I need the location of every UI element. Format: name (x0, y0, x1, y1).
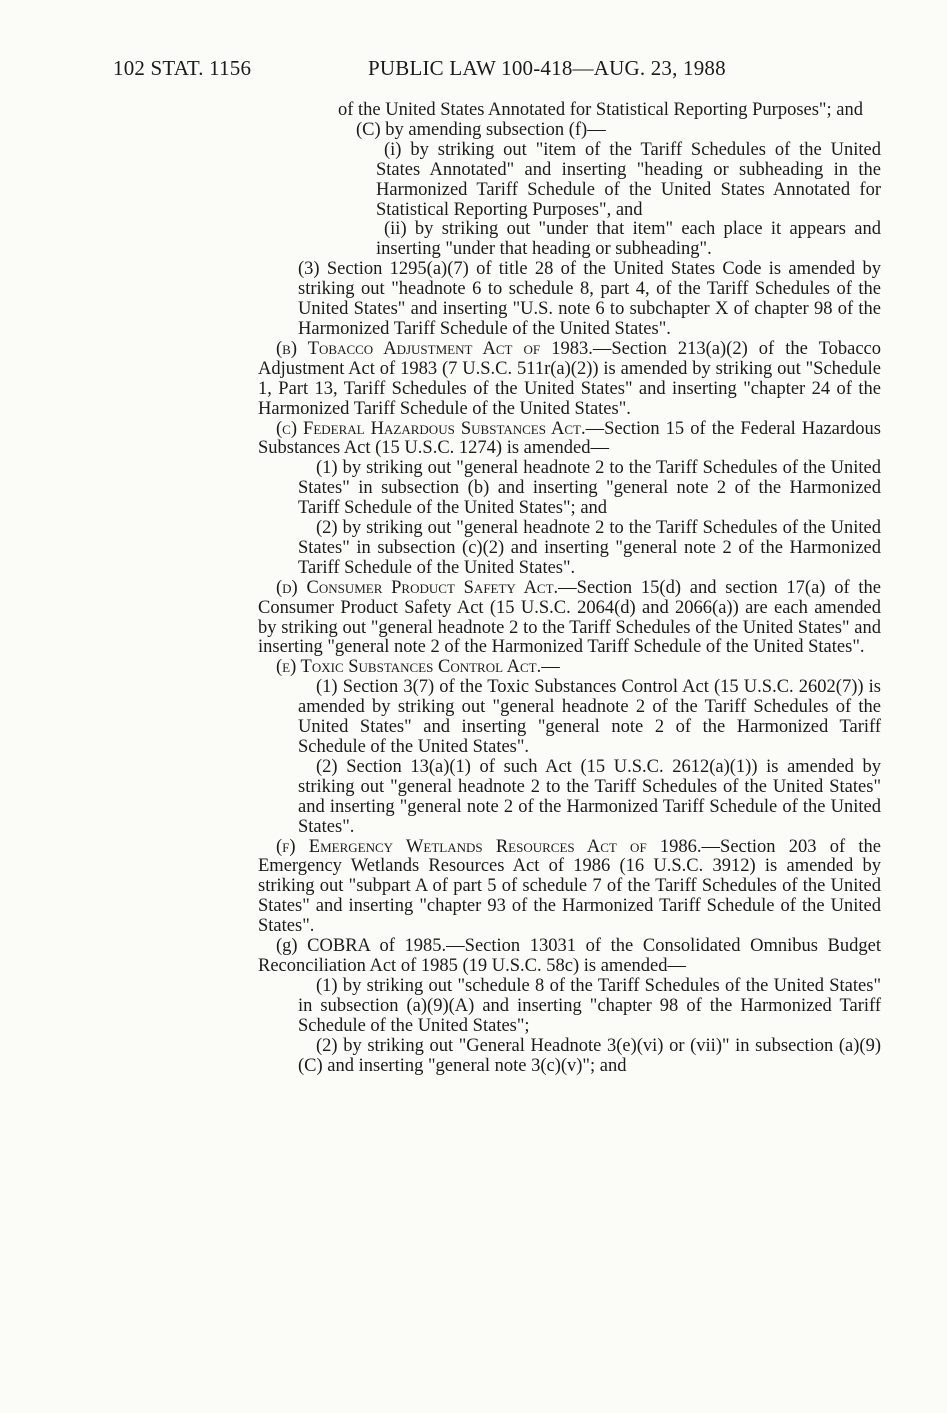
clause-ii: (ii) by striking out "under that item" each place it appears and inserting "under that heading or subheading". (376, 219, 881, 260)
subsection-g-paragraph-1: (1) by striking out "schedule 8 of the Tariff Schedules of the United States" in subsection (a)(9)(A) and inserting "chapter 98 of the Harmonized Tariff Schedule of the United States"; (298, 975, 881, 1036)
subsection-c-paragraph-2: (2) by striking out "general headnote 2 to the Tariff Schedules of the United States" in subsection (c)(2) and inserting "general note 2 of the Harmonized Tariff Schedule of the United States". (298, 518, 881, 578)
subsection-e-paragraph-1: (1) Section 3(7) of the Toxic Substances Control Act (15 U.S.C. 2602(7)) is amended by striking out "general headnote 2 of the Tariff Schedules of the United States" and inserting "general note 2 of the Harmonized Tariff Schedule of the United States". (298, 677, 881, 757)
subsection-d (258, 579, 881, 659)
paragraph-3: (3) Section 1295(a)(7) of title 28 of the United States Code is amended by striking out "headnote 6 to schedule 8, part 4, of the Tariff Schedules of the United States" and inserting "U.S. note 6 to subchapter X of chapter 98 of the Harmonized Tariff Schedule of the United States". (298, 259, 881, 339)
subsection-c (258, 420, 881, 460)
subsection-b-text: —Section 213(a)(2) of the Tobacco Adjustment Act of 1983 (7 U.S.C. 511r(a)(2)) is amended by striking out "Schedule 1, Part 13, Tariff Schedules of the United States" and inserting "chapter 24 of the Harmonized Tariff Schedule of the United States". (258, 338, 881, 419)
subsection-c-paragraph-1: (1) by striking out "general headnote 2 to the Tariff Schedules of the United States" in subsection (b) and inserting "general note 2 of the Harmonized Tariff Schedule of the United States"; and (298, 458, 881, 519)
subsection-f (258, 838, 881, 938)
subsection-e-heading: (e) Toxic Substances Control Act. (276, 657, 542, 678)
subsection-g-heading: (g) COBRA of 1985. (276, 936, 447, 957)
subsection-d-heading: (d) Consumer Product Safety Act. (276, 577, 559, 598)
subsection-b-heading: (b) Tobacco Adjustment Act of 1983. (276, 338, 593, 359)
subsection-e-paragraph-2: (2) Section 13(a)(1) of such Act (15 U.S.C. 2612(a)(1)) is amended by striking out "general headnote 2 to the Tariff Schedules of the United States" and inserting "general note 2 of the Harmonized Tariff Schedule of the United States". (298, 756, 881, 837)
subsection-g (258, 937, 881, 977)
subsection-e (258, 658, 881, 678)
document-body (258, 101, 881, 1076)
clause-i: (i) by striking out "item of the Tariff Schedules of the United States Annotated" and inserting "heading or subheading in the Harmonized Tariff Schedule of the United States Annotated for Statistical Reporting Purposes", and (376, 139, 881, 220)
subsection-f-heading: (f) Emergency Wetlands Resources Act of 1986. (276, 836, 702, 857)
subsection-g-paragraph-2: (2) by striking out "General Headnote 3(e)(vi) or (vii)" in subsection (a)(9)(C) and inserting "general note 3(c)(v)"; and (298, 1035, 881, 1076)
subsection-g-text: —Section 13031 of the Consolidated Omnibus Budget Reconciliation Act of 1985 (19 U.S.C. 58c) is amended— (258, 936, 882, 976)
subsection-e-text: — (541, 657, 560, 678)
paragraph-continuation: of the United States Annotated for Statistical Reporting Purposes"; and (338, 100, 863, 120)
subsection-d-text: —Section 15(d) and section 17(a) of the Consumer Product Safety Act (15 U.S.C. 2064(d) and 2066(a)) are each amended by striking out "general headnote 2 to the Tariff Schedules of the United States" and inserting "general note 2 of the Harmonized Tariff Schedule of the United States". (258, 577, 881, 658)
page-reference: 102 STAT. 1156 (113, 56, 252, 80)
subsection-b (258, 340, 881, 420)
paragraph-c: (C) by amending subsection (f)— (356, 119, 606, 140)
subsection-f-text: —Section 203 of the Emergency Wetlands Resources Act of 1986 (16 U.S.C. 3912) is amended by striking out "subpart A of part 5 of schedule 7 of the Tariff Schedules of the United States" and inserting "chapter 93 of the Harmonized Tariff Schedule of the United States". (258, 836, 881, 937)
subsection-c-text: —Section 15 of the Federal Hazardous Substances Act (15 U.S.C. 1274) is amended— (258, 418, 881, 459)
page-header (113, 56, 883, 84)
law-title: PUBLIC LAW 100-418—AUG. 23, 1988 (368, 56, 726, 80)
subsection-c-heading: (c) Federal Hazardous Substances Act. (276, 418, 586, 439)
